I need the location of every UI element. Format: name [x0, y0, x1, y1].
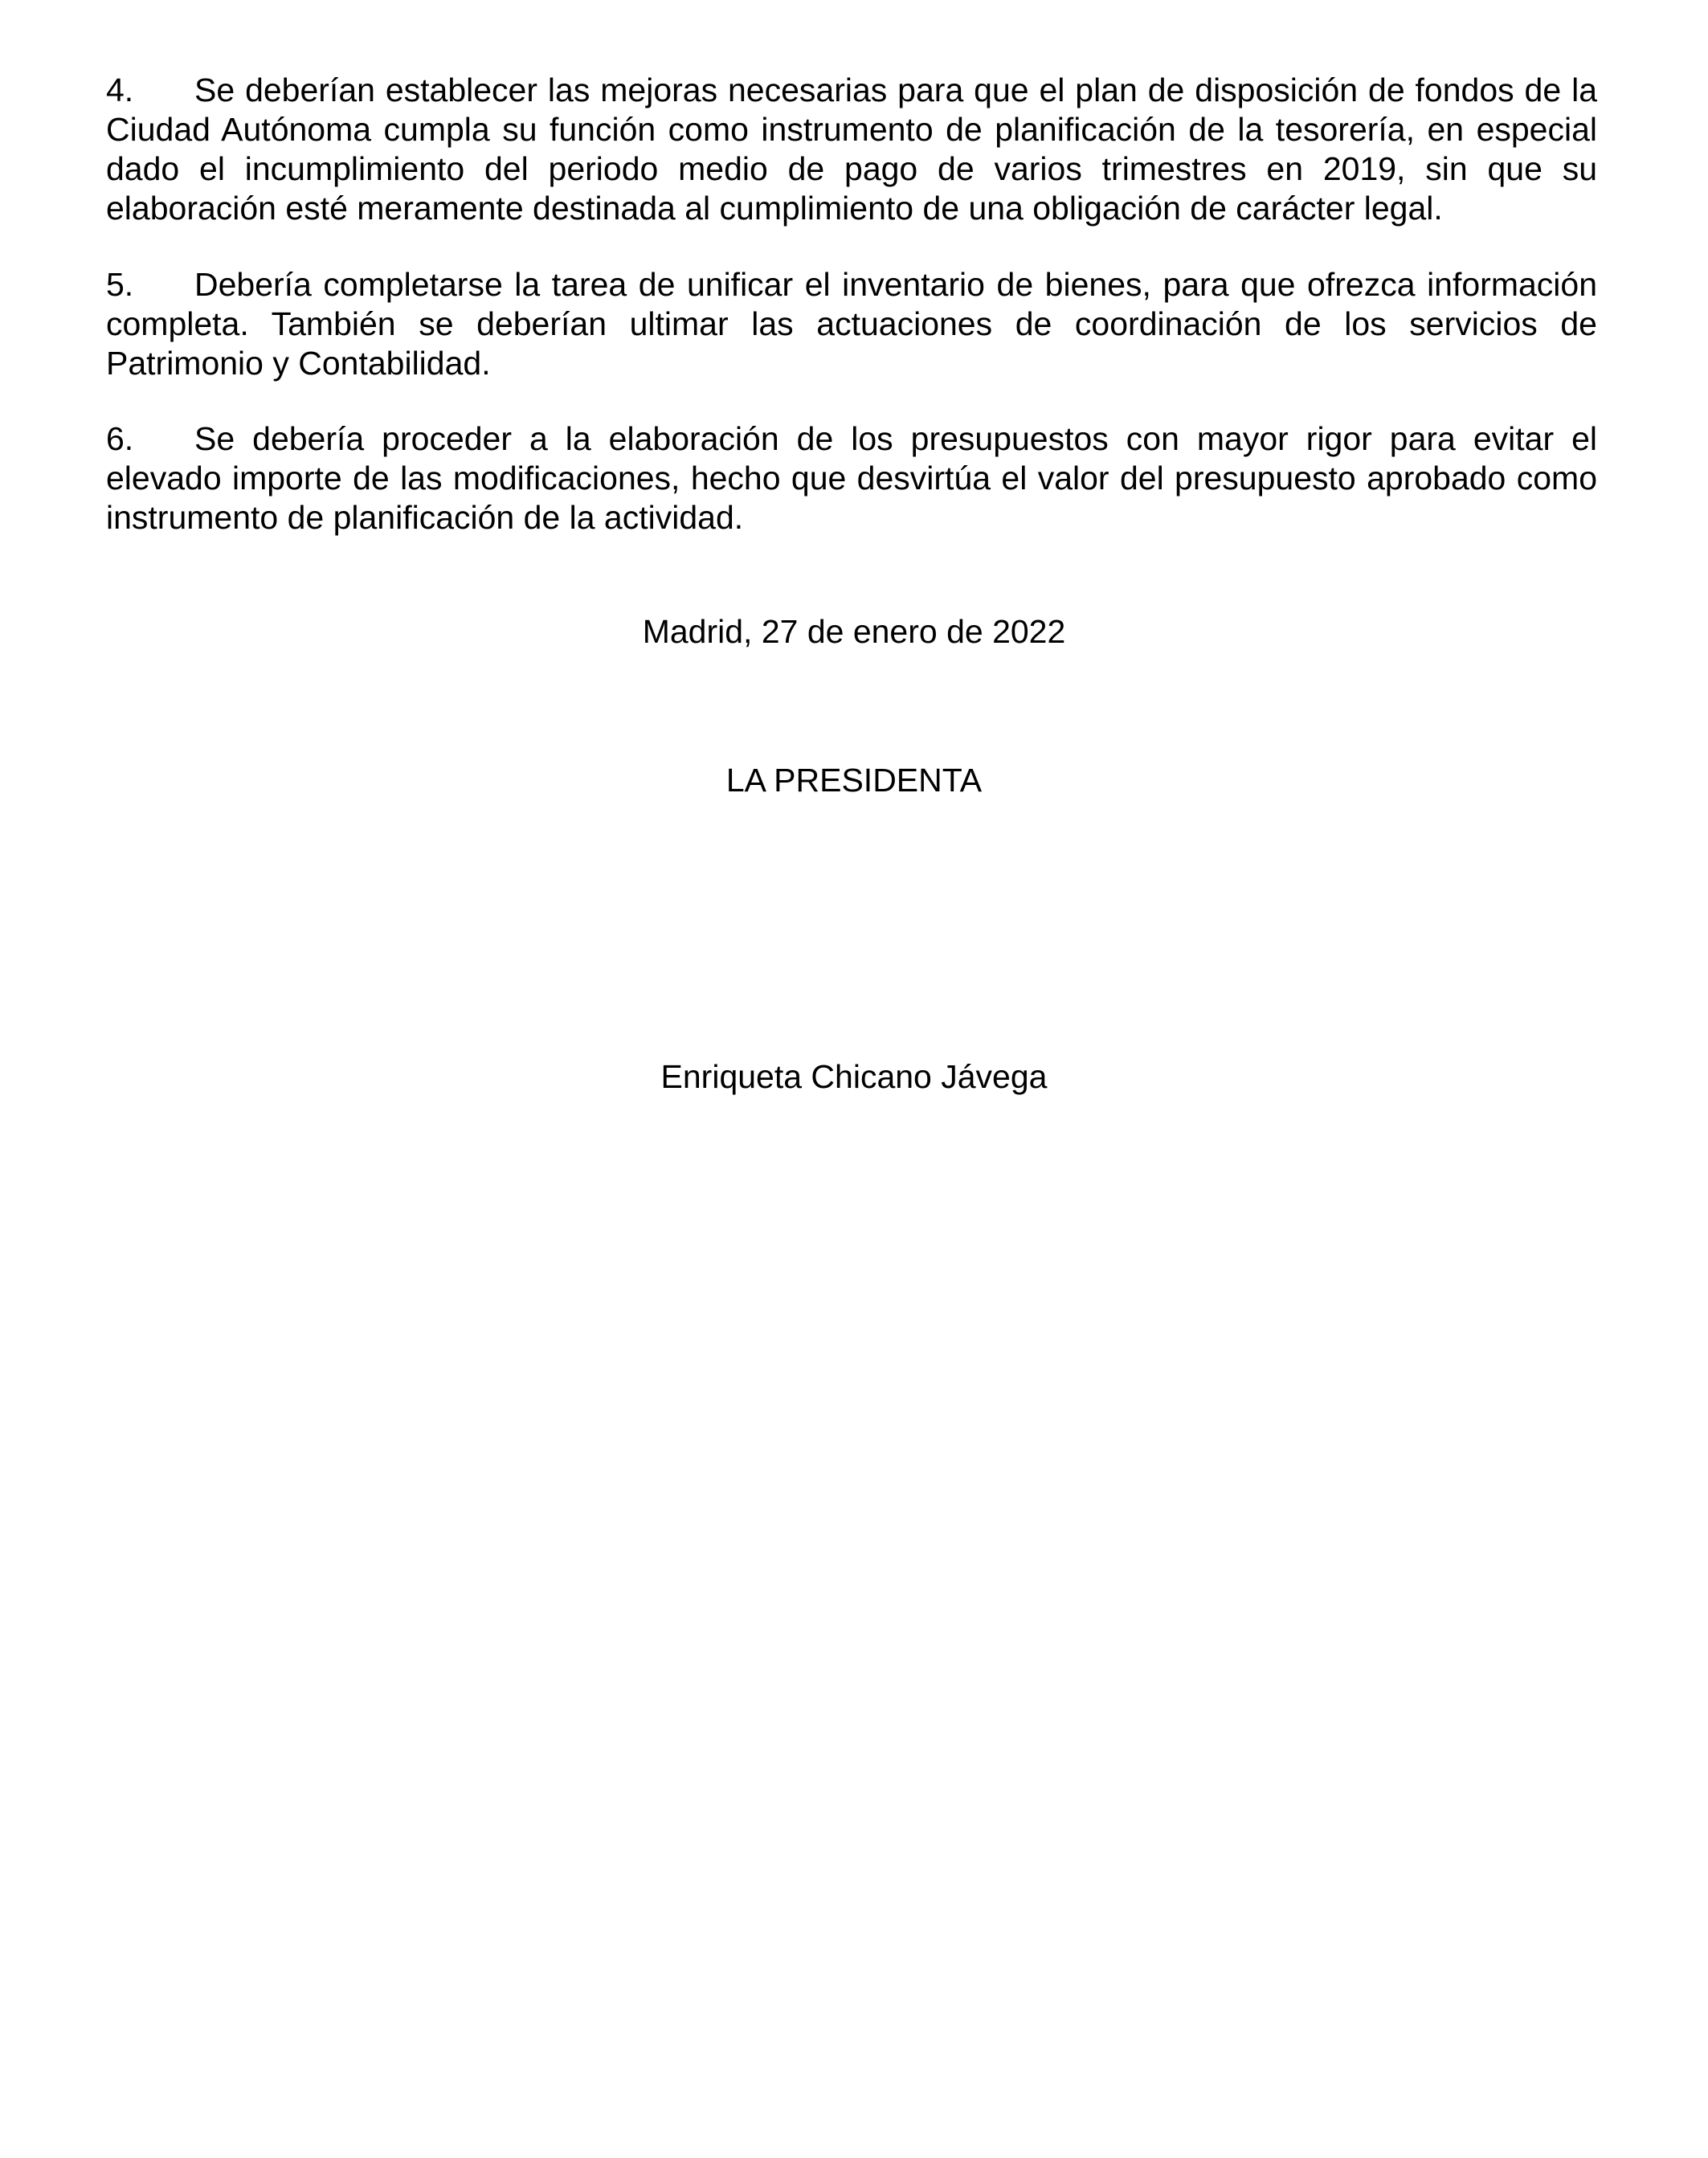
place-and-date: Madrid, 27 de enero de 2022 — [642, 613, 1066, 650]
recommendation-paragraph-5 — [106, 265, 1597, 383]
paragraph-text: Se debería proceder a la elaboración de los presupuestos con mayor rigor para evitar el elevado importe de las modificaciones, hecho que desvirtúa el valor del presupuesto aprobado como instrumento de planificación de la actividad. — [106, 420, 1597, 536]
recommendation-paragraph-6 — [106, 419, 1597, 537]
paragraph-number: 6. — [106, 420, 134, 457]
signer-name: Enriqueta Chicano Jávega — [660, 1058, 1048, 1095]
paragraph-number: 4. — [106, 72, 134, 108]
paragraph-text: Se deberían establecer las mejoras necesarias para que el plan de disposición de fondos de la Ciudad Autónoma cumpla su función como instrumento de planificación de la tesorería, en especial dado el incumplimiento del periodo medio de pago de varios trimestres en 2019, sin que su elaboración esté meramente destinada al cumplimiento de una obligación de carácter legal. — [106, 72, 1597, 227]
paragraph-number: 5. — [106, 266, 134, 303]
paragraph-text: Debería completarse la tarea de unificar el inventario de bienes, para que ofrezca información completa. También se deberían ultimar las actuaciones de coordinación de los servicios de Patrimonio y Contabilidad. — [106, 266, 1597, 382]
recommendation-paragraph-4 — [106, 71, 1597, 228]
signer-title: LA PRESIDENTA — [725, 762, 983, 799]
